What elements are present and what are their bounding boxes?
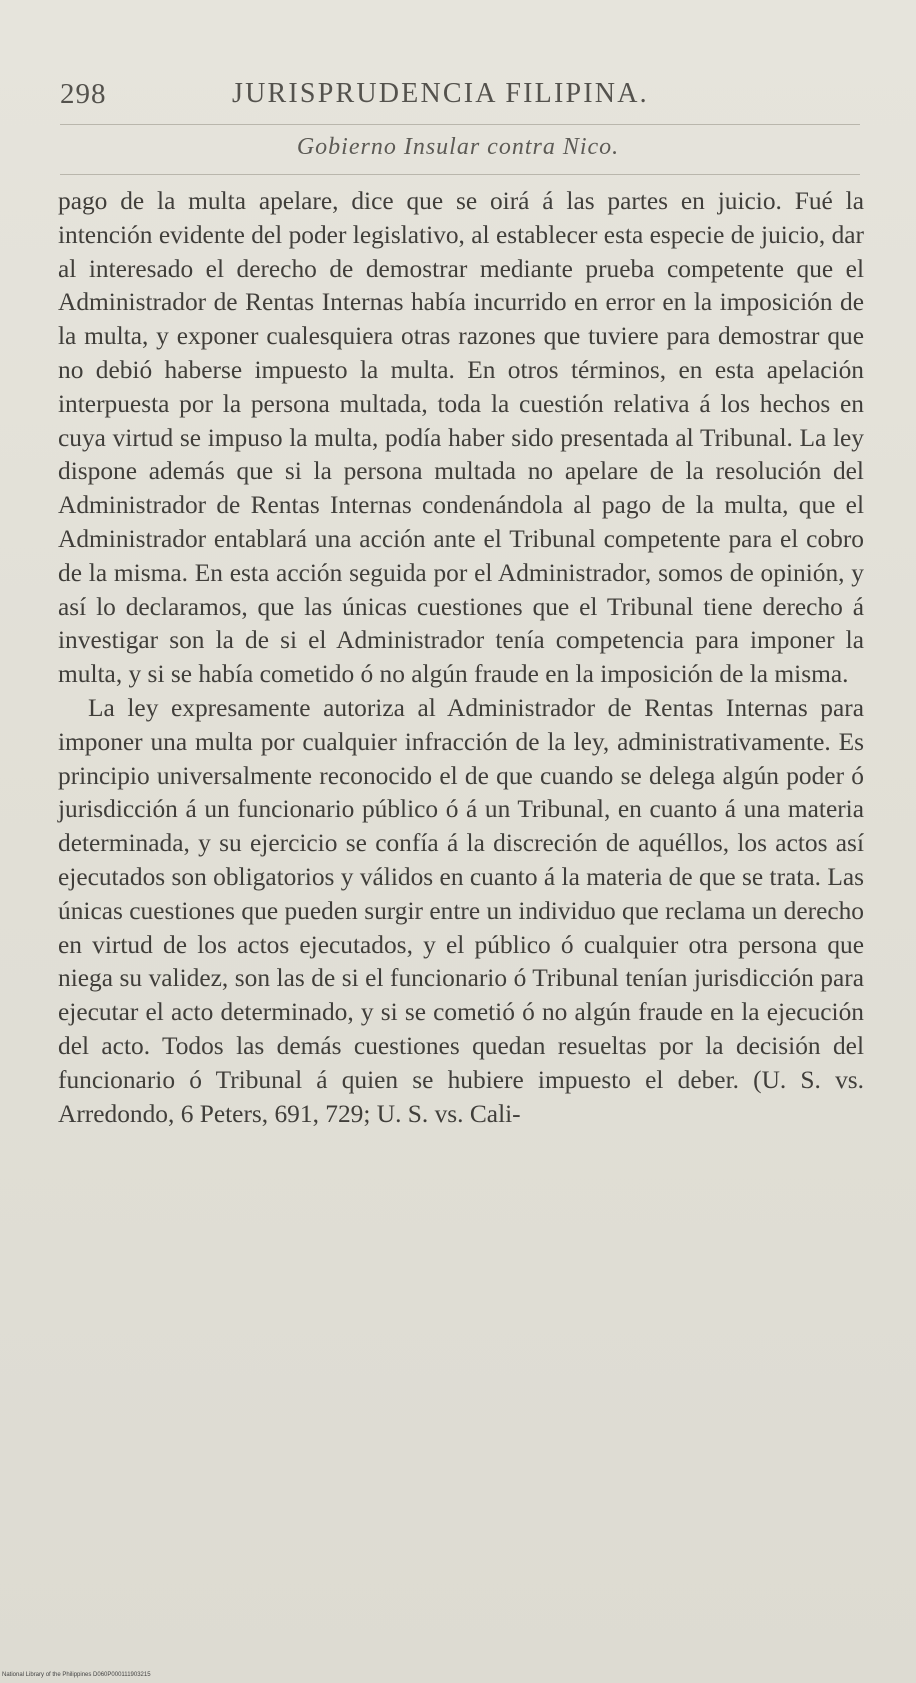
header-rule — [60, 124, 860, 125]
page-number: 298 — [60, 78, 107, 110]
body-text — [58, 185, 864, 1131]
paragraph: pago de la multa apelare, dice que se oirá á las partes en juicio. Fué la intención evidente del poder legislativo, al establecer esta especie de juicio, dar al interesado el derecho de demostrar mediante prueba competente que el Administrador de Rentas Internas había incurrido en error en la imposición de la multa, y exponer cualesquiera otras razones que tuviere para demostrar que no debió haberse impuesto la multa. En otros términos, en esta apelación interpuesta por la persona multada, toda la cuestión relativa á los hechos en cuya virtud se impuso la multa, podía haber sido presentada al Tribunal. La ley dispone además que si la persona multada no apelare de la resolución del Administrador de Rentas Internas condenándola al pago de la multa, que el Administrador entablará una acción ante el Tribunal competente para el cobro de la misma. En esta acción seguida por el Administrador, somos de opinión, y así lo declaramos, que las únicas cuestiones que el Tribunal tiene derecho á investigar son la de si el Administrador tenía competencia para imponer la multa, y si se había cometido ó no algún fraude en la imposición de la misma. — [58, 187, 864, 689]
page-header — [60, 78, 860, 118]
case-title-rule — [60, 174, 860, 175]
case-title: Gobierno Insular contra Nico. — [296, 134, 620, 160]
paragraph: La ley expresamente autoriza al Administrador de Rentas Internas para imponer una multa por cualquier infracción de la ley, administrativamente. Es principio universalmente reconocido el de que cuando se delega algún poder ó jurisdicción á un funcionario público ó á un Tribunal, en cuanto á una materia determinada, y su ejercicio se confía á la discreción de aquéllos, los actos así ejecutados son obligatorios y válidos en cuanto á la materia de que se trata. Las únicas cuestiones que pueden surgir entre un individuo que reclama un derecho en virtud de los actos ejecutados, y el público ó cualquier otra persona que niega su validez, son las de si el funcionario ó Tribunal tenían jurisdicción para ejecutar el acto determinado, y si se cometió ó no algún fraude en la ejecución del acto. Todos las demás cuestiones quedan resueltas por la decisión del funcionario ó Tribunal á quien se hubiere impuesto el deber. (U. S. vs. Arredondo, 6 Peters, 691, 729; U. S. vs. Cali- — [58, 693, 864, 1128]
scan-footer-tag: National Library of the Philippines D060P000111903215 — [2, 1672, 151, 1678]
running-title: JURISPRUDENCIA FILIPINA. — [232, 78, 649, 109]
